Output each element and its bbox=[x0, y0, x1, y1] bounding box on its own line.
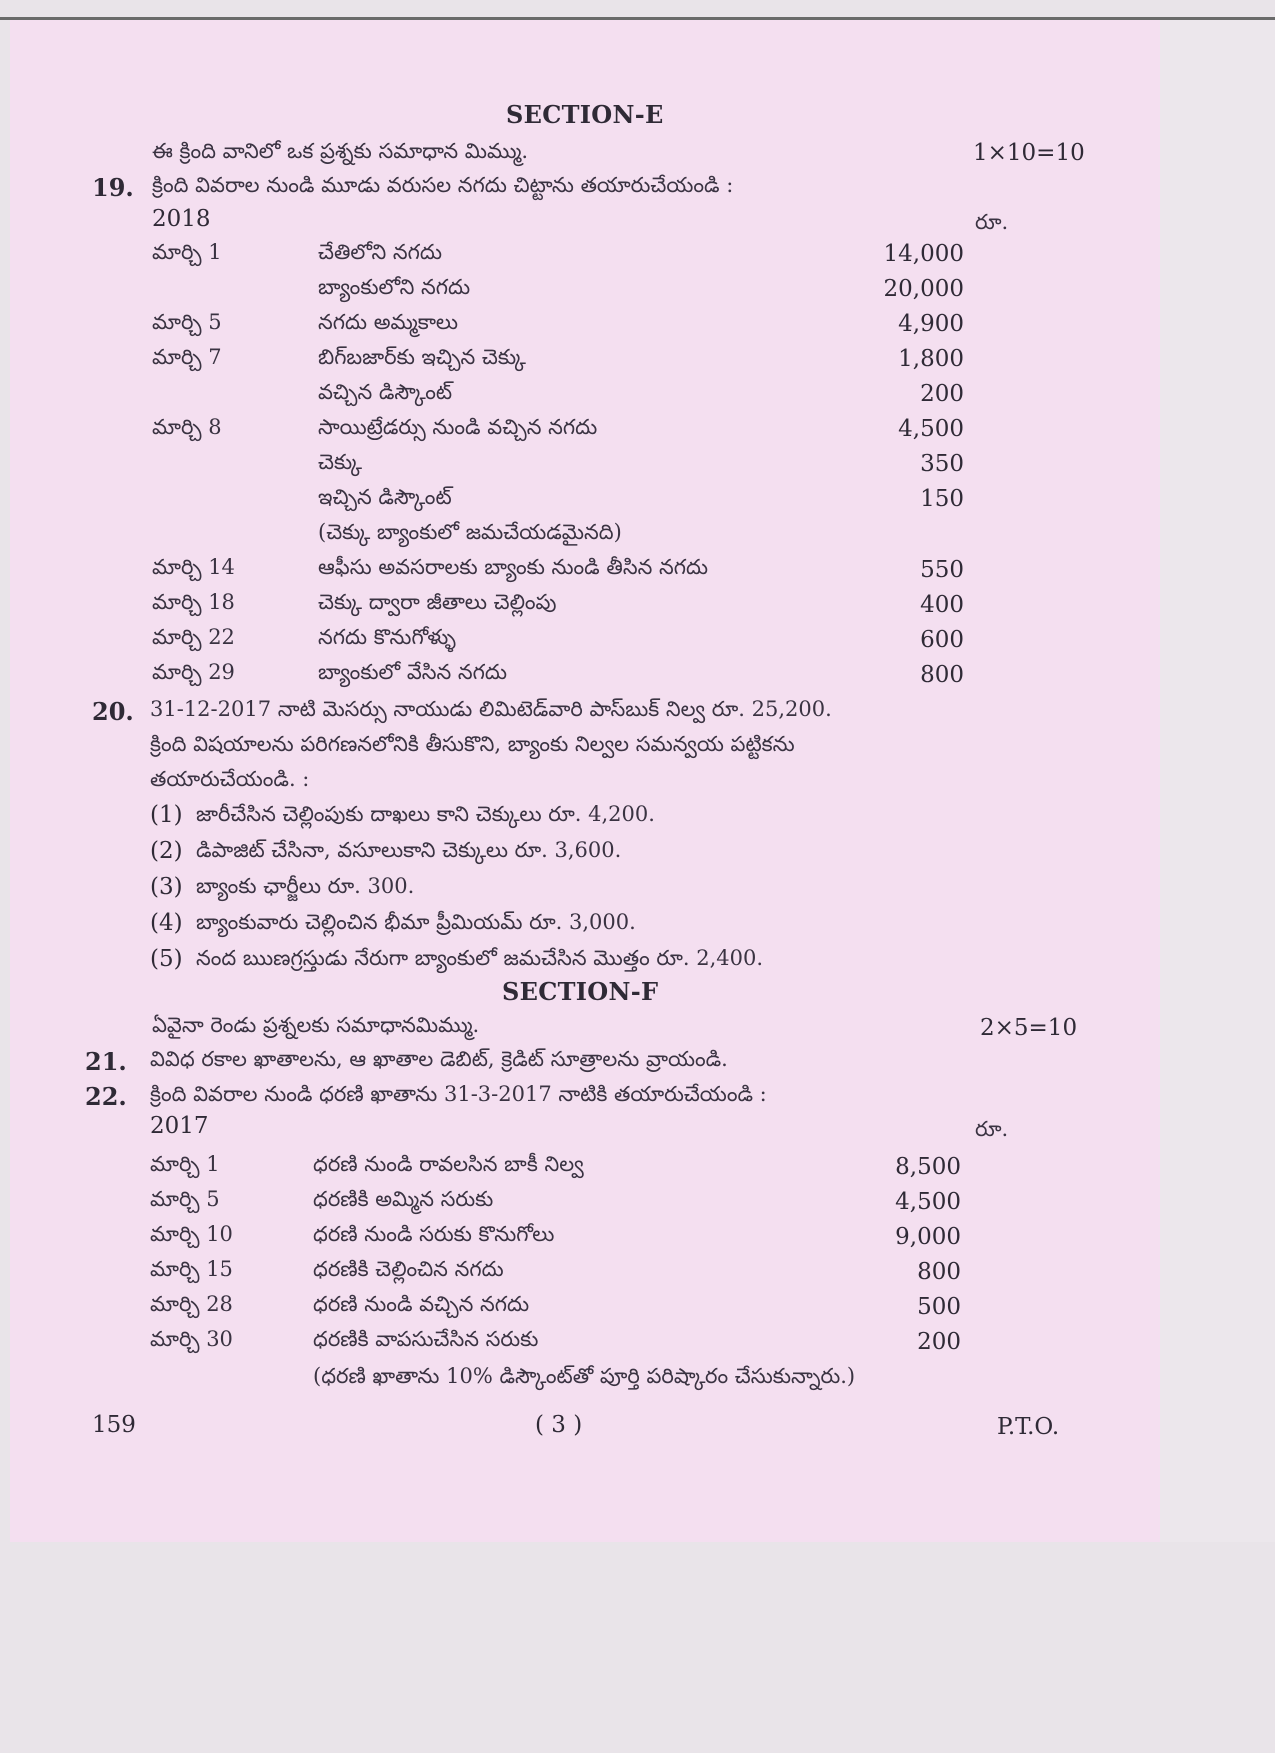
question-number: 21. bbox=[85, 1047, 127, 1076]
table-row-desc: చెక్కు bbox=[318, 450, 363, 474]
table-row-amount: 800 bbox=[920, 662, 964, 688]
table-row-date: మార్చి 5 bbox=[150, 1187, 220, 1211]
table-row-date: మార్చి 5 bbox=[152, 310, 222, 334]
table-row-desc: ధరణికి చెల్లించిన నగదు bbox=[313, 1257, 504, 1281]
question-text: వివిధ రకాల ఖాతాలను, ఆ ఖాతాల డెబిట్, క్రెడిట్ సూత్రాలను వ్రాయండి. bbox=[150, 1047, 728, 1071]
paper-code: 159 bbox=[92, 1412, 136, 1438]
list-item-number: (3) bbox=[150, 874, 183, 900]
section-f-marks: 2×5=10 bbox=[980, 1015, 1078, 1041]
table-row-date: మార్చి 15 bbox=[150, 1257, 233, 1281]
table-row-amount: 20,000 bbox=[883, 276, 964, 302]
table-row-amount: 200 bbox=[917, 1329, 961, 1355]
table-row-date: మార్చి 30 bbox=[150, 1327, 233, 1351]
list-item: జారీచేసిన చెల్లింపుకు దాఖలు కాని చెక్కులు రూ. 4,200. bbox=[196, 802, 655, 826]
table-row-desc: ధరణికి వాపసుచేసిన సరుకు bbox=[313, 1327, 539, 1351]
year-label: 2018 bbox=[152, 206, 211, 232]
table-row-desc: నగదు అమ్మకాలు bbox=[318, 310, 459, 334]
table-row-desc: బ్యాంకులో వేసిన నగదు bbox=[318, 660, 507, 684]
section-f-title: SECTION-F bbox=[502, 977, 659, 1006]
list-item: డిపాజిట్ చేసినా, వసూలుకాని చెక్కులు రూ. 3,600. bbox=[196, 838, 622, 862]
currency-label: రూ. bbox=[975, 210, 1009, 234]
question-number: 19. bbox=[92, 173, 134, 202]
table-row-date: మార్చి 8 bbox=[152, 415, 222, 439]
question-text: క్రింది వివరాల నుండి మూడు వరుసల నగదు చిట్టాను తయారుచేయండి : bbox=[152, 173, 734, 197]
question-text: క్రింది విషయాలను పరిగణనలోనికి తీసుకొని, బ్యాంకు నిల్వల సమన్వయ పట్టికను bbox=[150, 732, 795, 756]
table-row-date: మార్చి 7 bbox=[152, 345, 222, 369]
table-row-desc: నగదు కొనుగోళ్ళు bbox=[318, 625, 456, 649]
table-row-amount: 200 bbox=[920, 381, 964, 407]
table-row-desc: చెక్కు ద్వారా జీతాలు చెల్లింపు bbox=[318, 590, 557, 614]
table-row-amount: 8,500 bbox=[895, 1154, 961, 1180]
list-item: బ్యాంకువారు చెల్లించిన భీమా ప్రీమియమ్ రూ. 3,000. bbox=[196, 910, 636, 934]
question-number: 22. bbox=[85, 1082, 127, 1111]
table-row-desc: ఇచ్చిన డిస్కౌంట్ bbox=[318, 485, 452, 509]
table-note: (ధరణి ఖాతాను 10% డిస్కౌంట్‌తో పూర్తి పరిష్కారం చేసుకున్నారు.) bbox=[313, 1364, 856, 1388]
question-text: తయారుచేయండి. : bbox=[150, 767, 310, 791]
table-row-amount: 9,000 bbox=[895, 1224, 961, 1250]
question-text: క్రింది వివరాల నుండి ధరణి ఖాతాను 31-3-2017 నాటికి తయారుచేయండి : bbox=[150, 1082, 767, 1106]
table-row-desc: వచ్చిన డిస్కౌంట్ bbox=[318, 380, 453, 404]
table-row-date: మార్చి 14 bbox=[152, 555, 235, 579]
table-row-date: మార్చి 29 bbox=[152, 660, 235, 684]
scan-margin bbox=[1160, 20, 1275, 1542]
table-row-desc: సాయిట్రేడర్సు నుండి వచ్చిన నగదు bbox=[318, 415, 598, 439]
table-row-desc: చేతిలోని నగదు bbox=[318, 240, 442, 264]
pto-label: P.T.O. bbox=[997, 1414, 1060, 1440]
table-row-amount: 350 bbox=[920, 451, 964, 477]
question-number: 20. bbox=[92, 697, 134, 726]
table-row-amount: 4,900 bbox=[898, 311, 964, 337]
currency-label: రూ. bbox=[975, 1117, 1009, 1141]
list-item-number: (5) bbox=[150, 946, 183, 972]
list-item-number: (2) bbox=[150, 838, 183, 864]
table-row-amount: 4,500 bbox=[895, 1189, 961, 1215]
section-e-marks: 1×10=10 bbox=[973, 140, 1085, 166]
table-row-amount: 800 bbox=[917, 1259, 961, 1285]
table-row-date: మార్చి 1 bbox=[150, 1152, 220, 1176]
section-e-instruction: ఈ క్రింది వానిలో ఒక ప్రశ్నకు సమాధాన మిమ్ము. bbox=[152, 139, 529, 163]
table-row-date: మార్చి 22 bbox=[152, 625, 235, 649]
table-row-desc: బిగ్‌బజార్‌కు ఇచ్చిన చెక్కు bbox=[318, 345, 526, 369]
table-row-date: మార్చి 28 bbox=[150, 1292, 233, 1316]
table-row-amount: 14,000 bbox=[883, 241, 964, 267]
table-row-date: మార్చి 10 bbox=[150, 1222, 233, 1246]
table-row-amount: 550 bbox=[920, 557, 964, 583]
table-row-amount: 400 bbox=[920, 592, 964, 618]
table-row-desc: ఆఫీసు అవసరాలకు బ్యాంకు నుండి తీసిన నగదు bbox=[318, 555, 709, 579]
table-row-amount: 4,500 bbox=[898, 416, 964, 442]
year-label: 2017 bbox=[150, 1113, 209, 1139]
section-e-title: SECTION-E bbox=[506, 100, 664, 129]
table-row-amount: 1,800 bbox=[898, 346, 964, 372]
table-row-desc: బ్యాంకులోని నగదు bbox=[318, 275, 471, 299]
table-row-date: మార్చి 18 bbox=[152, 590, 235, 614]
question-text: 31-12-2017 నాటి మెసర్సు నాయుడు లిమిటెడ్‌వారి పాస్‌బుక్ నిల్వ రూ. 25,200. bbox=[150, 697, 832, 721]
table-row-desc: ధరణి నుండి రావలసిన బాకీ నిల్వ bbox=[313, 1152, 584, 1176]
table-row-desc: ధరణి నుండి వచ్చిన నగదు bbox=[313, 1292, 530, 1316]
list-item: బ్యాంకు ఛార్జీలు రూ. 300. bbox=[196, 874, 415, 898]
list-item-number: (1) bbox=[150, 802, 183, 828]
table-row-date: మార్చి 1 bbox=[152, 240, 222, 264]
page-number: ( 3 ) bbox=[535, 1412, 583, 1438]
table-row-desc: ధరణికి అమ్మిన సరుకు bbox=[313, 1187, 494, 1211]
table-row-amount: 600 bbox=[920, 627, 964, 653]
table-row-desc: ధరణి నుండి సరుకు కొనుగోలు bbox=[313, 1222, 555, 1246]
list-item: నంద ఋణగ్రస్తుడు నేరుగా బ్యాంకులో జమచేసిన మొత్తం రూ. 2,400. bbox=[196, 946, 764, 970]
table-row-amount: 150 bbox=[920, 486, 964, 512]
table-row-amount: 500 bbox=[917, 1294, 961, 1320]
section-f-instruction: ఏవైనా రెండు ప్రశ్నలకు సమాధానమిమ్ము. bbox=[152, 1013, 480, 1037]
table-row-note: (చెక్కు బ్యాంకులో జమచేయడమైనది) bbox=[318, 520, 622, 544]
list-item-number: (4) bbox=[150, 910, 183, 936]
